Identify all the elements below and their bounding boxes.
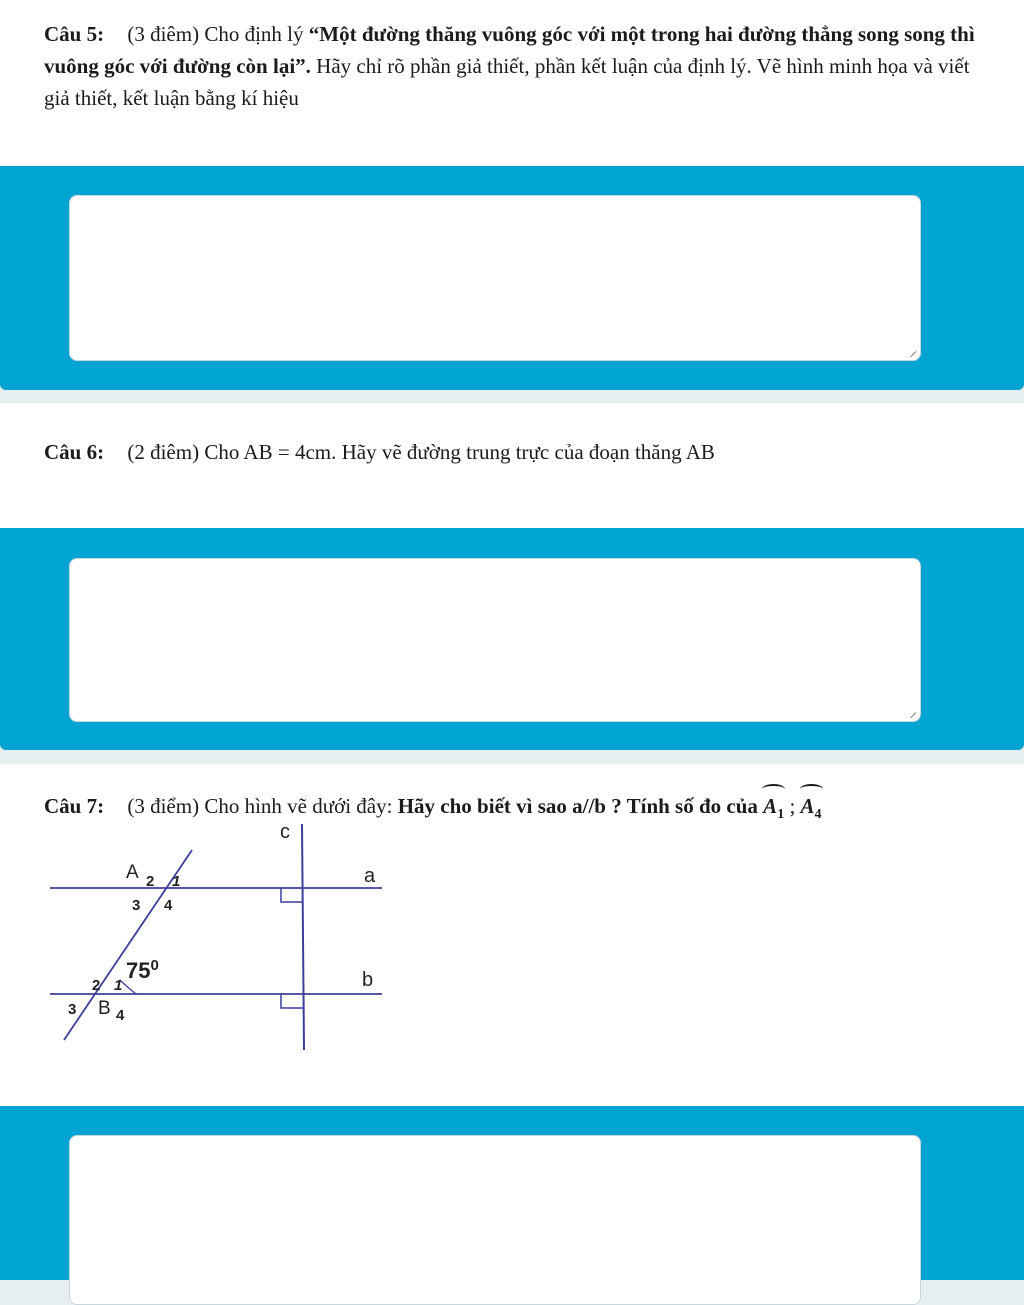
question-5-text (44, 18, 984, 114)
question-6-answer-input[interactable] (69, 558, 921, 722)
question-7-label: Câu 7: (44, 794, 105, 818)
label-a: a (364, 865, 376, 887)
question-7-answer-area (0, 1106, 1024, 1280)
label-point-b: B (98, 998, 111, 1019)
question-5-theorem: “Một đường thăng vuông góc với một trong hai đường thẳng song song thì vuông góc với đường còn lại”. (44, 22, 975, 78)
question-5-card (0, 0, 1024, 166)
question-6-text (44, 436, 984, 468)
geometry-figure-svg (50, 818, 390, 1054)
label-b-angle-2: 2 (92, 977, 101, 994)
question-7-question: Hãy cho biết vì sao a//b ? Tính số đo của (397, 794, 758, 818)
resize-handle-icon[interactable] (908, 710, 916, 718)
label-b-angle-4: 4 (116, 1007, 125, 1024)
label-b: b (362, 969, 374, 991)
angle-a1-symbol: $A_1$ (763, 786, 784, 831)
angle-value-75: $75^0$ (126, 957, 159, 983)
question-6-label: Câu 6: (44, 440, 105, 464)
label-point-a: A (126, 862, 139, 883)
angle-a4-symbol: $A_4$ (801, 786, 822, 831)
label-b-angle-1: 1 (114, 977, 123, 994)
angle-separator: ; (789, 794, 796, 818)
geometry-figure (50, 818, 390, 1059)
question-5-label: Câu 5: (44, 22, 105, 46)
question-7-intro: Cho hình vẽ dưới đây: (204, 794, 393, 818)
question-6-points: (2 điêm) (127, 440, 200, 464)
right-angle-mark-b (281, 994, 303, 1008)
line-c (302, 824, 304, 1050)
label-a-angle-2: 2 (146, 873, 155, 890)
question-5-points: (3 điêm) (127, 22, 200, 46)
question-5-intro: Cho định lý (204, 22, 304, 46)
right-angle-mark-a (281, 888, 303, 902)
label-a-angle-4: 4 (164, 897, 173, 914)
label-b-angle-3: 3 (68, 1001, 77, 1018)
label-a-angle-3: 3 (132, 897, 141, 914)
question-6-card (0, 403, 1024, 528)
label-a-angle-1: 1 (172, 873, 181, 890)
question-5-rest: Hãy chỉ rõ phần giả thiết, phần kết luận của định lý. Vẽ hình minh họa và viết giả thiết, kết luận bằng kí hiệu (44, 54, 970, 110)
question-5-answer-input[interactable] (69, 195, 921, 361)
question-5-answer-area (0, 166, 1024, 390)
question-6-body: Cho AB = 4cm. Hãy vẽ đường trung trực của đoạn thăng AB (204, 440, 715, 464)
question-7-points: (3 điểm) (127, 794, 200, 818)
label-c: c (280, 821, 290, 843)
resize-handle-icon[interactable] (908, 349, 916, 357)
question-6-answer-area (0, 528, 1024, 750)
